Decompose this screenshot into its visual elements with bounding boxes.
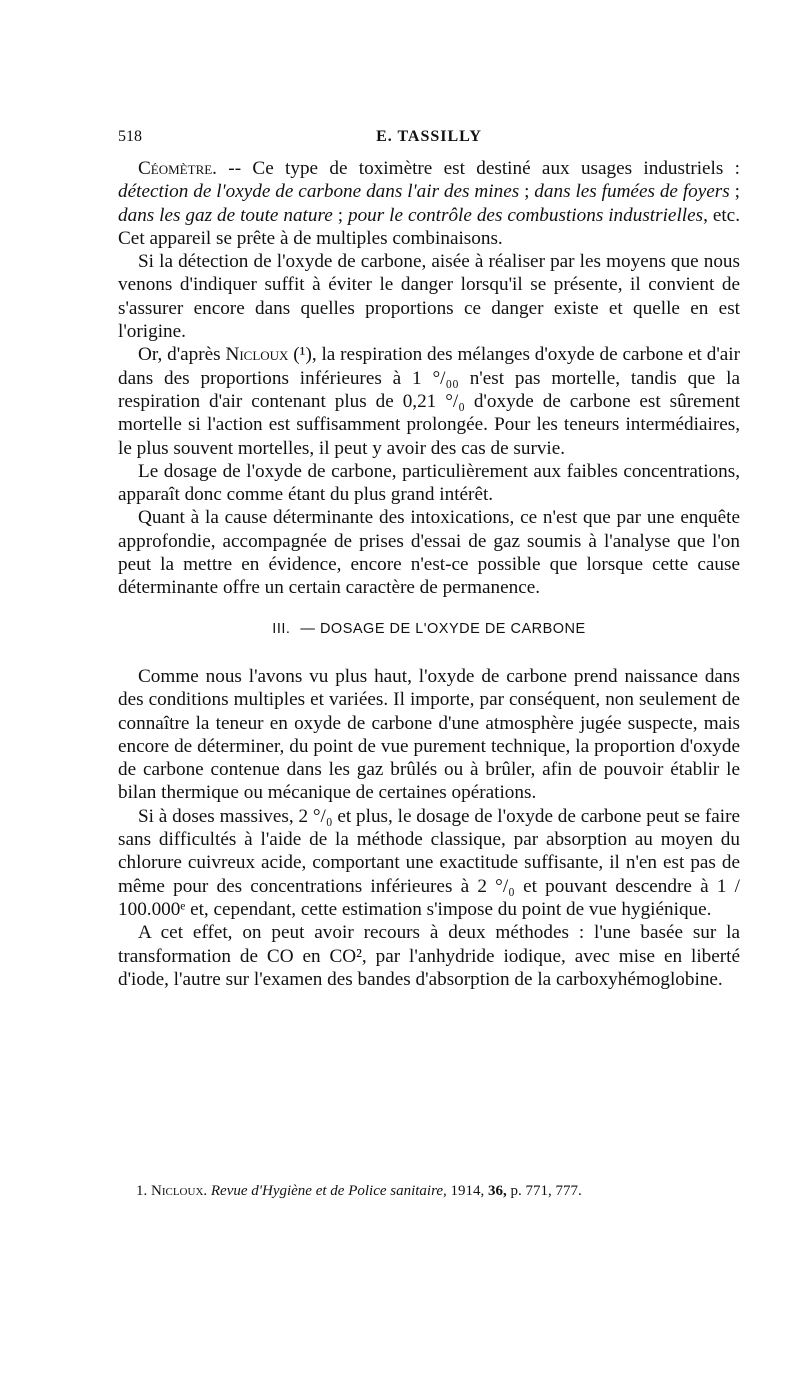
section-number: III. [272,620,291,637]
geometre-lead: Céomètre. [138,158,217,179]
paragraph-detection: Si la détection de l'oxyde de carbone, aisée à réaliser par les moyens que nous venons d'indiquer suffit à éviter le danger lorsqu'il se présente, il convient de s'assurer encore dans quelles proportions ce danger existe et quelle en est l'origine. [118,251,740,343]
text-run: , etc. Cet appareil se prête à de multiples combinaisons. [118,204,740,249]
italic-run: dans les fumées de foyers [534,181,730,203]
paragraph-doses: Si à doses massives, 2 °/₀ et plus, le dosage de l'oxyde de carbone peut se faire sans difficultés à l'aide de la méthode classique, par absorption au moyen du chlorure cuivreux acide, comportant une exactitude suffisante, il n'en est pas de même pour des concentrations inférieures à 2 °/₀ et pouvant descendre à 1 / 100.000ᵉ et, cependant, cette estimation s'impose du point de vue hygiénique. [118,805,740,920]
text-run: ; [729,181,740,203]
paragraph-dosage: Le dosage de l'oxyde de carbone, particulièrement aux faibles concentrations, apparaît donc comme étant du plus grand intérêt. [118,460,740,506]
section-heading [118,618,740,641]
paragraph-cause: Quant à la cause déterminante des intoxications, ce n'est que par une enquête approfondie, accompagnée de prises d'essai de gaz soumis à l'analyse que l'on peut la mettre en évidence, encore n'est-ce possible que lorsque cette cause déterminante offre un certain caractère de permanence. [118,507,740,599]
body-text [118,157,740,991]
paragraph-nicloux [118,343,740,459]
italic-run: détection de l'oxyde de carbone dans l'air des mines [118,181,520,203]
paragraph-conditions: Comme nous l'avons vu plus haut, l'oxyde de carbone prend naissance dans des conditions multiples et variées. Il importe, par conséquent, non seulement de connaître la teneur en oxyde de carbone d'une atmosphère jugée suspecte, mais encore de déterminer, du point de vue purement technique, la proportion d'oxyde de carbone contenue dans les gaz brûlés ou à brûler, afin de pouvoir établir le bilan thermique ou mécanique de certaines opérations. [118,665,740,804]
text-run: -- Ce type de toximètre est destiné aux usages industriels : [216,158,740,179]
footnote-volume: 36, [488,1183,507,1199]
page-number: 518 [118,128,142,145]
footnote [136,1181,736,1201]
running-header [118,128,740,152]
footnote-ref[interactable]: (¹) [293,344,312,366]
text-run: ; [519,181,535,203]
footnote-pages: p. 771, 777. [510,1183,582,1199]
italic-run: pour le contrôle des combustions industrielles [347,204,704,226]
italic-run: dans les gaz de toute nature [118,204,333,226]
text-run: , la respiration des mélanges d'oxyde de carbone et d'air dans des proportions inférieures à 1 °/₀₀ n'est pas mortelle, tandis que la respiration d'air contenant plus de 0,21 °/₀ d'oxyde de carbone est sûrement mortelle si l'action est suffisamment prolongée. Pour les teneurs intermédiaires, le plus souvent mortelles, il peut y avoir des cas de survie. [118,344,741,459]
footnote-journal: Revue d'Hygiène et de Police sanitaire, [210,1183,447,1199]
text-run: Or, d'après [138,344,226,366]
running-author: E. TASSILLY [376,128,482,145]
author-name: Nicloux [225,344,289,366]
paragraph-methodes: A cet effet, on peut avoir recours à deux méthodes : l'une basée sur la transformation de CO en CO², par l'anhydride iodique, avec mise en liberté d'iode, l'autre sur l'examen des bandes d'absorption de la carboxyhémoglobine. [118,922,740,990]
text-run: ; [332,204,348,226]
paragraph-geometre [118,157,740,250]
footnote-year: 1914, [450,1183,485,1199]
section-title: — DOSAGE DE L'OXYDE DE CARBONE [300,620,586,637]
footnote-author: Nicloux. [151,1183,208,1199]
footnote-number: 1. [136,1183,148,1199]
